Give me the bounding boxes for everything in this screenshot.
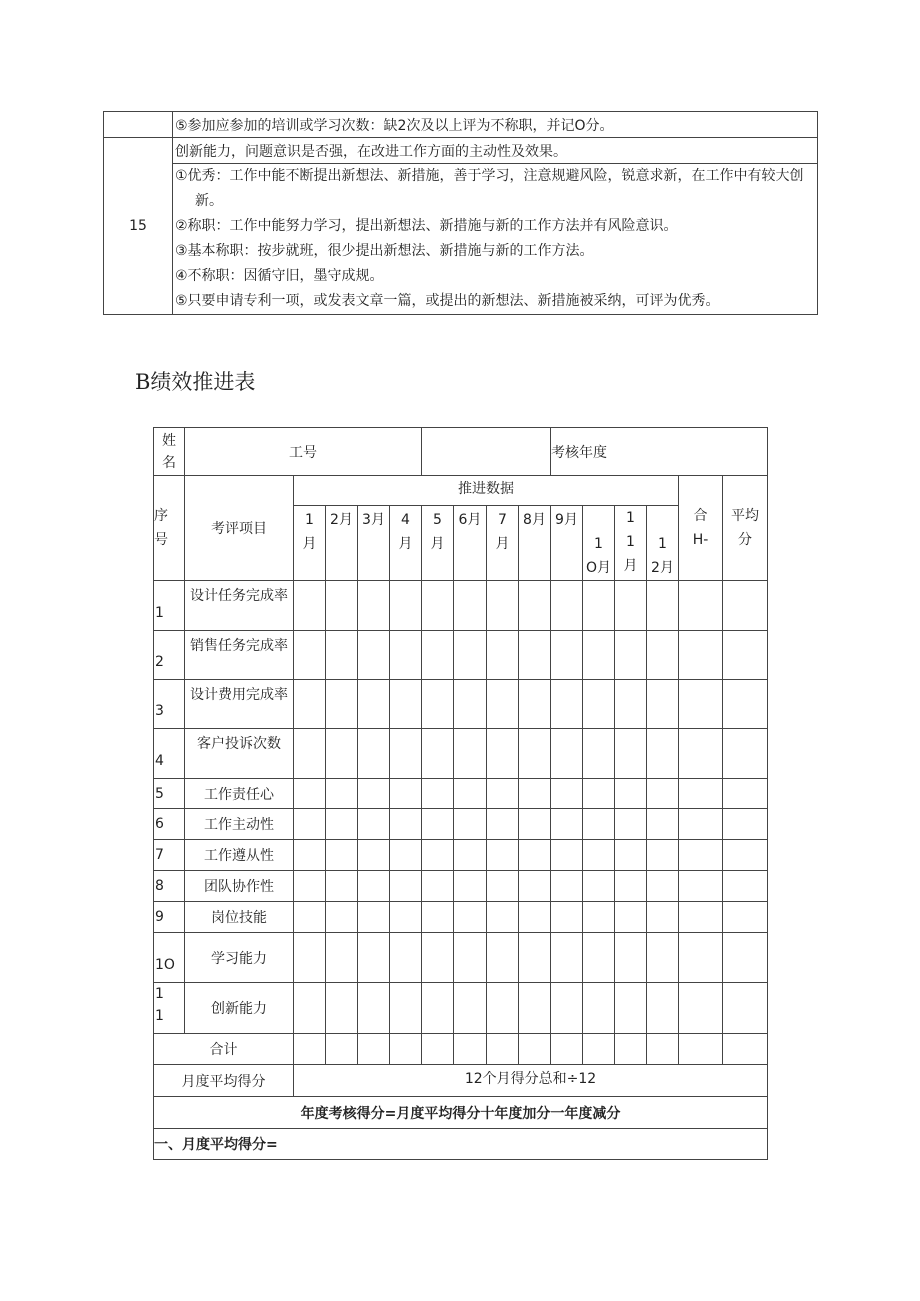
table-row (154, 779, 768, 809)
score-cell[interactable] (519, 983, 551, 1034)
seq-label: 序 号 (154, 476, 185, 581)
score-cell[interactable] (723, 631, 768, 680)
row-item: 工作遵从性 (185, 840, 294, 871)
score-cell[interactable] (487, 729, 519, 779)
score-cell[interactable] (551, 809, 583, 840)
review-year-label: 考核年度 (551, 428, 768, 476)
cell[interactable] (551, 1034, 583, 1065)
score-cell[interactable] (454, 871, 487, 902)
score-cell[interactable] (326, 631, 358, 680)
score-cell[interactable] (551, 871, 583, 902)
score-cell[interactable] (723, 729, 768, 779)
score-cell[interactable] (454, 680, 487, 729)
score-cell[interactable] (390, 983, 422, 1034)
score-cell[interactable] (519, 840, 551, 871)
level-competent: ②称职：工作中能努力学习，提出新想法、新措施与新的工作方法并有风险意识。 (175, 218, 678, 234)
score-cell[interactable] (487, 809, 519, 840)
cell[interactable] (615, 1034, 647, 1065)
monthly-avg-line: 一、月度平均得分= (154, 1129, 768, 1160)
row-item: 岗位技能 (185, 902, 294, 933)
score-cell[interactable] (647, 779, 679, 809)
criteria-table (103, 111, 818, 315)
level-basic: ③基本称职：按步就班，很少提出新想法、新措施与新的工作方法。 (175, 243, 594, 259)
score-cell[interactable] (723, 871, 768, 902)
score-cell[interactable] (487, 779, 519, 809)
score-cell[interactable] (551, 729, 583, 779)
score-cell[interactable] (583, 983, 615, 1034)
score-cell[interactable] (454, 809, 487, 840)
table-row (154, 680, 768, 729)
score-cell[interactable] (519, 809, 551, 840)
score-cell[interactable] (487, 902, 519, 933)
score-cell[interactable] (326, 779, 358, 809)
score-cell[interactable] (723, 680, 768, 729)
score-cell[interactable] (326, 983, 358, 1034)
score-cell[interactable] (519, 581, 551, 631)
cell[interactable] (723, 1034, 768, 1065)
employee-id-label: 工号 (185, 428, 422, 476)
score-cell[interactable] (615, 933, 647, 983)
score-cell[interactable] (723, 840, 768, 871)
score-cell[interactable] (679, 902, 723, 933)
row-item: 工作责任心 (185, 779, 294, 809)
score-cell[interactable] (422, 631, 454, 680)
score-cell[interactable] (615, 581, 647, 631)
score-cell[interactable] (390, 631, 422, 680)
row-item: 设计费用完成率 (185, 680, 294, 729)
score-cell[interactable] (583, 729, 615, 779)
table-row (154, 983, 768, 1034)
month-header: 3月 (358, 506, 390, 581)
row-seq: 3 (154, 680, 185, 729)
month-header: 4 月 (390, 506, 422, 581)
level-bonus: ⑤只要申请专利一项，或发表文章一篇，或提出的新想法、新措施被采纳，可评为优秀。 (175, 293, 720, 309)
month-header: 7 月 (487, 506, 519, 581)
score-cell[interactable] (615, 779, 647, 809)
score-cell[interactable] (422, 902, 454, 933)
score-cell[interactable] (326, 871, 358, 902)
score-cell[interactable] (723, 902, 768, 933)
score-cell[interactable] (294, 902, 326, 933)
score-cell[interactable] (615, 840, 647, 871)
table-row (154, 933, 768, 983)
score-cell[interactable] (519, 680, 551, 729)
monthly-avg-label: 月度平均得分 (154, 1065, 294, 1097)
row-seq: 4 (154, 729, 185, 779)
score-cell[interactable] (390, 779, 422, 809)
score-cell[interactable] (583, 840, 615, 871)
annual-formula: 年度考核得分=月度平均得分十年度加分一年度减分 (154, 1097, 768, 1129)
score-cell[interactable] (647, 631, 679, 680)
score-cell[interactable] (647, 581, 679, 631)
item-label: 考评项目 (185, 476, 294, 581)
score-cell[interactable] (454, 840, 487, 871)
score-cell[interactable] (519, 729, 551, 779)
score-cell[interactable] (551, 902, 583, 933)
score-cell[interactable] (551, 680, 583, 729)
score-cell[interactable] (454, 983, 487, 1034)
score-cell[interactable] (487, 680, 519, 729)
score-cell[interactable] (583, 680, 615, 729)
score-cell[interactable] (519, 871, 551, 902)
score-cell[interactable] (422, 779, 454, 809)
cell[interactable] (390, 1034, 422, 1065)
score-cell[interactable] (487, 581, 519, 631)
level-excellent: ①优秀：工作中能不断提出新想法、新措施，善于学习，注意规避风险，锐意求新，在工作中有较大创新。 (175, 168, 804, 209)
row-item: 团队协作性 (185, 871, 294, 902)
score-cell[interactable] (294, 631, 326, 680)
score-cell[interactable] (358, 902, 390, 933)
score-cell[interactable] (422, 809, 454, 840)
score-cell[interactable] (294, 983, 326, 1034)
score-cell[interactable] (615, 983, 647, 1034)
score-cell[interactable] (615, 729, 647, 779)
score-cell[interactable] (454, 902, 487, 933)
score-cell[interactable] (390, 871, 422, 902)
score-cell[interactable] (326, 840, 358, 871)
score-cell[interactable] (615, 871, 647, 902)
score-cell[interactable] (326, 680, 358, 729)
row-item: 创新能力 (185, 983, 294, 1034)
row-item: 销售任务完成率 (185, 631, 294, 680)
cell[interactable] (679, 1034, 723, 1065)
score-cell[interactable] (551, 840, 583, 871)
cell[interactable] (422, 1034, 454, 1065)
score-cell[interactable] (551, 933, 583, 983)
score-cell[interactable] (519, 779, 551, 809)
table-row (154, 840, 768, 871)
score-cell[interactable] (390, 933, 422, 983)
table-row (154, 902, 768, 933)
row-item: 设计任务完成率 (185, 581, 294, 631)
score-cell[interactable] (390, 840, 422, 871)
month-header: 8月 (519, 506, 551, 581)
score-cell[interactable] (422, 933, 454, 983)
score-cell[interactable] (422, 581, 454, 631)
score-cell[interactable] (294, 581, 326, 631)
score-cell[interactable] (326, 933, 358, 983)
score-cell[interactable] (583, 631, 615, 680)
score-cell[interactable] (615, 902, 647, 933)
score-cell[interactable] (390, 680, 422, 729)
score-cell[interactable] (390, 581, 422, 631)
score-cell[interactable] (723, 809, 768, 840)
score-cell[interactable] (679, 680, 723, 729)
row-seq: 9 (154, 902, 185, 933)
row-item: 学习能力 (185, 933, 294, 983)
score-cell[interactable] (647, 680, 679, 729)
score-cell[interactable] (679, 729, 723, 779)
table-row (154, 581, 768, 631)
score-cell[interactable] (294, 840, 326, 871)
score-cell[interactable] (294, 871, 326, 902)
table-row (154, 809, 768, 840)
score-cell[interactable] (454, 779, 487, 809)
score-cell[interactable] (358, 779, 390, 809)
score-cell[interactable] (615, 680, 647, 729)
row-seq: 6 (154, 809, 185, 840)
score-cell[interactable] (679, 840, 723, 871)
total-col-label: 合 H- (679, 476, 723, 581)
score-cell[interactable] (647, 902, 679, 933)
table-row (154, 631, 768, 680)
score-cell[interactable] (358, 680, 390, 729)
score-cell[interactable] (454, 581, 487, 631)
month-header: 5 月 (422, 506, 454, 581)
score-cell[interactable] (422, 729, 454, 779)
row-seq: 1 1 (154, 983, 185, 1034)
score-cell[interactable] (487, 631, 519, 680)
row-seq: 5 (154, 779, 185, 809)
month-header: 1 月 (294, 506, 326, 581)
score-cell[interactable] (583, 871, 615, 902)
month-header: 1 1 月 (615, 506, 647, 581)
month-header: 6月 (454, 506, 487, 581)
month-header: 9月 (551, 506, 583, 581)
data-label: 推进数据 (294, 476, 679, 506)
score-cell[interactable] (390, 809, 422, 840)
avg-col-label: 平均 分 (723, 476, 768, 581)
score-cell[interactable] (615, 631, 647, 680)
prev-criteria-row: ⑤参加应参加的培训或学习次数：缺2次及以上评为不称职，并记O分。 (173, 112, 818, 138)
cell[interactable] (454, 1034, 487, 1065)
cell[interactable] (647, 1034, 679, 1065)
cell[interactable] (519, 1034, 551, 1065)
row-item: 工作主动性 (185, 809, 294, 840)
score-cell[interactable] (519, 631, 551, 680)
table-row (154, 871, 768, 902)
score-cell[interactable] (487, 871, 519, 902)
cell[interactable] (294, 1034, 326, 1065)
sum-label: 合计 (154, 1034, 294, 1065)
score-cell[interactable] (723, 581, 768, 631)
score-cell[interactable] (723, 983, 768, 1034)
score-cell[interactable] (679, 933, 723, 983)
month-header: 2月 (326, 506, 358, 581)
row-seq: 7 (154, 840, 185, 871)
performance-table (153, 427, 768, 1160)
score-cell[interactable] (647, 871, 679, 902)
score-cell[interactable] (679, 809, 723, 840)
score-cell[interactable] (723, 779, 768, 809)
month-header: 1 O月 (583, 506, 615, 581)
score-cell[interactable] (487, 840, 519, 871)
score-cell[interactable] (551, 581, 583, 631)
score-cell[interactable] (583, 581, 615, 631)
score-cell[interactable] (454, 631, 487, 680)
cell[interactable] (487, 1034, 519, 1065)
section-title: B绩效推进表 (135, 370, 256, 394)
score-cell[interactable] (583, 809, 615, 840)
row-seq: 1 (154, 581, 185, 631)
cell[interactable] (358, 1034, 390, 1065)
score-cell[interactable] (454, 933, 487, 983)
score-cell[interactable] (294, 779, 326, 809)
row-seq: 2 (154, 631, 185, 680)
cell[interactable] (583, 1034, 615, 1065)
score-cell[interactable] (326, 729, 358, 779)
score-cell[interactable] (487, 933, 519, 983)
score-cell[interactable] (422, 983, 454, 1034)
score-cell[interactable] (358, 871, 390, 902)
score-cell[interactable] (358, 983, 390, 1034)
score-cell[interactable] (294, 680, 326, 729)
score-cell[interactable] (326, 902, 358, 933)
table-row (154, 729, 768, 779)
score-cell[interactable] (647, 840, 679, 871)
score-cell[interactable] (519, 933, 551, 983)
score-cell[interactable] (390, 902, 422, 933)
score-cell[interactable] (615, 809, 647, 840)
score-cell[interactable] (583, 779, 615, 809)
score-cell[interactable] (390, 729, 422, 779)
score-cell[interactable] (679, 983, 723, 1034)
score-cell[interactable] (583, 902, 615, 933)
employee-id-value[interactable] (422, 428, 551, 476)
score-cell[interactable] (358, 581, 390, 631)
score-cell[interactable] (647, 809, 679, 840)
score-cell[interactable] (358, 840, 390, 871)
name-label: 姓 名 (154, 428, 185, 476)
score-cell[interactable] (647, 983, 679, 1034)
score-cell[interactable] (679, 581, 723, 631)
month-header: 1 2月 (647, 506, 679, 581)
score-cell[interactable] (326, 809, 358, 840)
score-cell[interactable] (294, 729, 326, 779)
score-cell[interactable] (679, 871, 723, 902)
empty-cell (104, 112, 173, 138)
score-cell[interactable] (551, 779, 583, 809)
monthly-avg-formula: 12个月得分总和÷12 (294, 1065, 768, 1097)
score-cell[interactable] (294, 933, 326, 983)
row-item: 客户投诉次数 (185, 729, 294, 779)
score-cell[interactable] (647, 729, 679, 779)
score-cell[interactable] (422, 680, 454, 729)
row-seq: 1O (154, 933, 185, 983)
score-cell[interactable] (358, 729, 390, 779)
score-cell[interactable] (551, 983, 583, 1034)
score-cell[interactable] (519, 902, 551, 933)
score-cell[interactable] (358, 809, 390, 840)
score-cell[interactable] (583, 933, 615, 983)
criteria-levels (173, 164, 818, 315)
score-cell[interactable] (723, 933, 768, 983)
row-seq: 8 (154, 871, 185, 902)
score-cell[interactable] (422, 840, 454, 871)
score-cell[interactable] (679, 779, 723, 809)
score-cell[interactable] (551, 631, 583, 680)
score-cell[interactable] (326, 581, 358, 631)
row-number: 15 (104, 138, 173, 315)
cell[interactable] (326, 1034, 358, 1065)
score-cell[interactable] (358, 631, 390, 680)
score-cell[interactable] (647, 933, 679, 983)
score-cell[interactable] (487, 983, 519, 1034)
level-incompetent: ④不称职：因循守旧，墨守成规。 (175, 268, 384, 284)
score-cell[interactable] (679, 631, 723, 680)
score-cell[interactable] (454, 729, 487, 779)
item-description: 创新能力，问题意识是否强，在改进工作方面的主动性及效果。 (173, 138, 818, 164)
score-cell[interactable] (422, 871, 454, 902)
score-cell[interactable] (358, 933, 390, 983)
score-cell[interactable] (294, 809, 326, 840)
